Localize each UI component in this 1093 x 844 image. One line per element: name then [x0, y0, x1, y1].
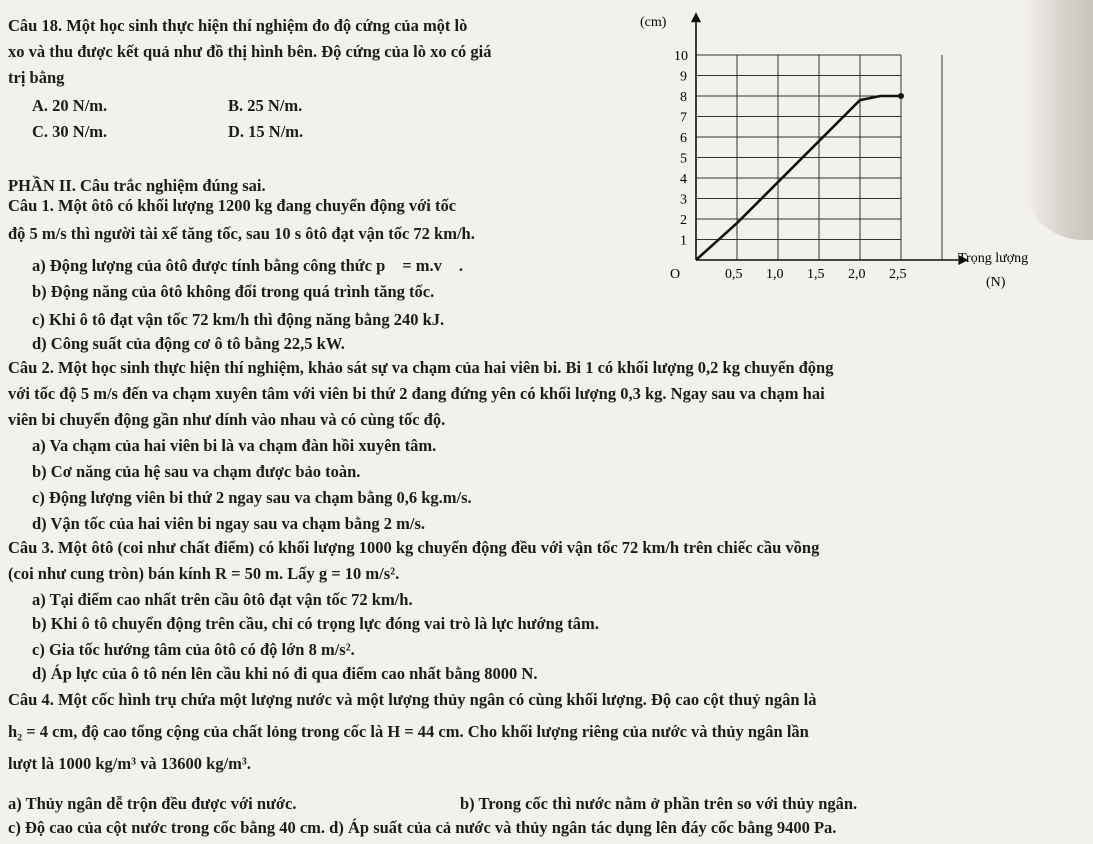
x-tick-label: 2,0 — [848, 267, 866, 282]
c2-item-c: c) Động lượng viên bi thứ 2 ngay sau va chạm bằng 0,6 kg.m/s. — [32, 488, 472, 507]
y-tick-label: 7 — [680, 110, 687, 126]
q18-line-3: trị bằng — [8, 68, 65, 87]
c3-line-1: Câu 3. Một ôtô (coi như chất điểm) có khối lượng 1000 kg chuyển động đều với vận tốc 72 km/h trên chiếc cầu vồng — [8, 538, 820, 557]
c2-line-2: với tốc độ 5 m/s đến va chạm xuyên tâm với viên bi thứ 2 đang đứng yên có khối lượng 0,3 kg. Ngay sau va chạm hai — [8, 384, 825, 403]
x-tick-label: 0,5 — [725, 267, 743, 282]
c1-item-a: a) Động lượng của ôtô được tính bằng công thức p⃗ = m.v⃗ . — [32, 256, 463, 275]
y-tick-label: 10 — [674, 49, 688, 64]
c4-item-cd: c) Độ cao của cột nước trong cốc bằng 40 cm. d) Áp suất của cả nước và thủy ngân tác dụng lên đáy cốc bằng 9400 Pa. — [8, 818, 837, 837]
y-tick-label: 8 — [680, 90, 687, 105]
x-tick-label: 1,0 — [766, 267, 784, 282]
c3-item-b: b) Khi ô tô chuyển động trên cầu, chỉ có trọng lực đóng vai trò là lực hướng tâm. — [32, 614, 599, 633]
x-tick-label: 1,5 — [807, 267, 825, 282]
c1-line-2: độ 5 m/s thì người tài xế tăng tốc, sau 10 s ôtô đạt vận tốc 72 km/h. — [8, 224, 475, 243]
x-axis-unit: (N) — [986, 275, 1006, 290]
series-end-point — [898, 93, 904, 99]
q18-option-b[interactable]: B. 25 N/m. — [228, 96, 303, 115]
c3-item-c: c) Gia tốc hướng tâm của ôtô có độ lớn 8 m/s². — [32, 640, 355, 659]
chart-series — [696, 93, 904, 260]
c2-item-a: a) Va chạm của hai viên bi là va chạm đàn hồi xuyên tâm. — [32, 436, 437, 455]
chart-grid — [696, 55, 942, 260]
y-tick-label: 4 — [680, 172, 687, 187]
c4-line-1: Câu 4. Một cốc hình trụ chứa một lượng nước và một lượng thủy ngân có cùng khối lượng. Độ cao cột thuỷ ngân là — [8, 690, 817, 709]
y-tick-label: 3 — [680, 192, 687, 208]
c1-line-1: Câu 1. Một ôtô có khối lượng 1200 kg đang chuyển động với tốc — [8, 196, 457, 215]
c1-item-d: d) Công suất của động cơ ô tô bằng 22,5 kW. — [32, 334, 345, 353]
y-tick-label: 6 — [680, 131, 687, 146]
spring-chart — [640, 4, 1060, 294]
origin-label: O — [670, 267, 681, 282]
y-tick-label: 9 — [680, 69, 687, 85]
c4-line-2: h₂ = 4 cm, độ cao tổng cộng của chất lỏng trong cốc là H = 44 cm. Cho khối lượng riêng của nước và thủy ngân lần — [8, 722, 809, 741]
y-tick-label: 1 — [680, 233, 687, 249]
y-axis-arrow — [691, 12, 701, 22]
c1-item-b: b) Động năng của ôtô không đổi trong quá trình tăng tốc. — [32, 282, 435, 301]
q18-option-a[interactable]: A. 20 N/m. — [32, 96, 108, 115]
part2-title: PHẦN II. Câu trắc nghiệm đúng sai. — [8, 176, 266, 195]
c1-item-c: c) Khi ô tô đạt vận tốc 72 km/h thì động năng bằng 240 kJ. — [32, 310, 445, 329]
y-axis-label: (cm) — [640, 15, 667, 30]
q18-line-2: xo và thu được kết quả như đồ thị hình bên. Độ cứng của lò xo có giá — [8, 42, 492, 61]
c3-item-a: a) Tại điểm cao nhất trên cầu ôtô đạt vận tốc 72 km/h. — [32, 590, 413, 609]
c3-line-2: (coi như cung tròn) bán kính R = 50 m. Lấy g = 10 m/s². — [8, 564, 400, 583]
c4-item-b: b) Trong cốc thì nước nằm ở phần trên so với thủy ngân. — [460, 794, 858, 813]
c2-item-d: d) Vận tốc của hai viên bi ngay sau va chạm bằng 2 m/s. — [32, 514, 426, 533]
c2-item-b: b) Cơ năng của hệ sau va chạm được bảo toàn. — [32, 462, 361, 481]
q18-option-d[interactable]: D. 15 N/m. — [228, 122, 304, 141]
q18-line-1: Câu 18. Một học sinh thực hiện thí nghiệm đo độ cứng của một lò — [8, 16, 468, 35]
y-tick-label: 5 — [680, 151, 687, 167]
c4-item-a: a) Thủy ngân dễ trộn đều được với nước. — [8, 794, 297, 813]
c4-line-3: lượt là 1000 kg/m³ và 13600 kg/m³. — [8, 754, 251, 773]
y-tick-label: 2 — [680, 213, 687, 228]
q18-option-c[interactable]: C. 30 N/m. — [32, 122, 108, 141]
c2-line-1: Câu 2. Một học sinh thực hiện thí nghiệm, khảo sát sự va chạm của hai viên bi. Bi 1 có khối lượng 0,2 kg chuyển động — [8, 358, 834, 377]
x-axis-label: Trọng lượng — [958, 251, 1029, 266]
x-tick-label: 2,5 — [889, 267, 907, 282]
c3-item-d: d) Áp lực của ô tô nén lên cầu khi nó đi qua điểm cao nhất bằng 8000 N. — [32, 664, 538, 683]
c2-line-3: viên bi chuyển động gần như dính vào nhau và có cùng tốc độ. — [8, 410, 446, 429]
